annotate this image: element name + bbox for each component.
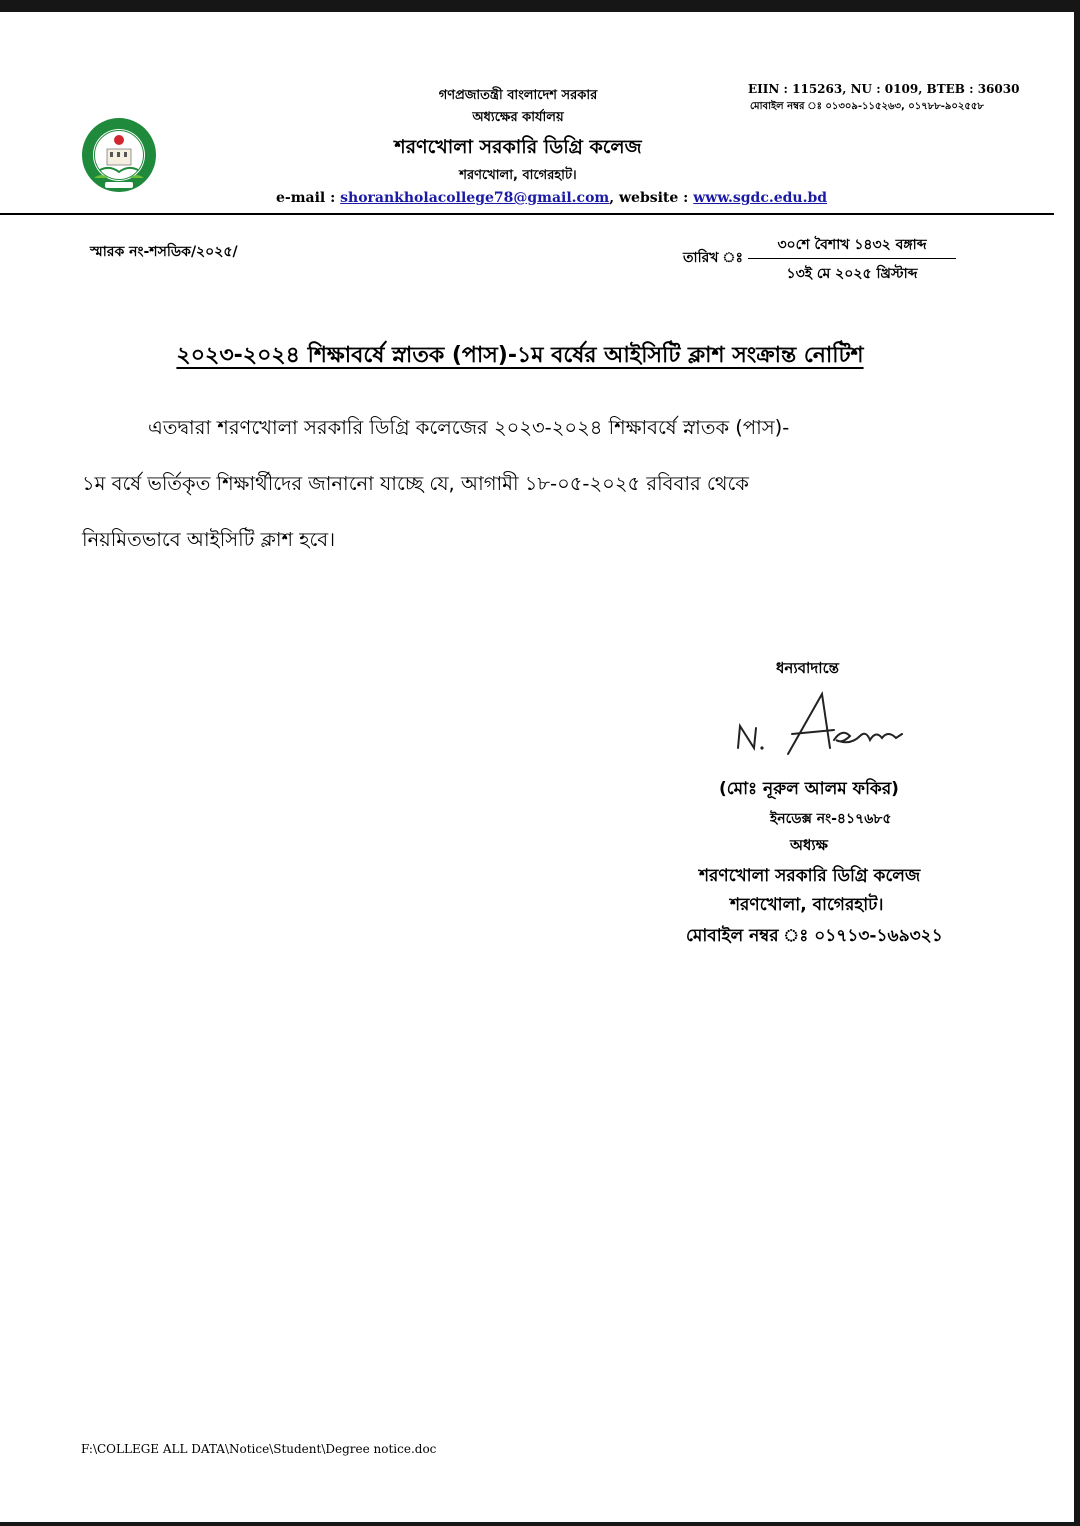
notice-body-line-3: নিয়মিতভাবে আইসিটি ক্লাশ হবে।: [82, 528, 336, 551]
header-contact-line: [276, 190, 827, 206]
memo-reference: স্মারক নং-শসডিক/২০২৫/: [90, 244, 238, 260]
file-path-footer: F:\COLLEGE ALL DATA\Notice\Student\Degree notice.doc: [81, 1442, 437, 1456]
college-logo: [80, 116, 158, 194]
header-mobile: মোবাইল নম্বর ঃ ০১৩০৯-১১৫২৬৩, ০১৭৮৮-৯০২৫৫৮: [750, 101, 984, 112]
header-address: শরণখোলা, বাগেরহাট।: [459, 168, 577, 183]
signatory-name: (মোঃ নূরুল আলম ফকির): [719, 779, 899, 799]
closing-thanks: ধন্যবাদান্তে: [776, 659, 840, 677]
website-link[interactable]: www.sgdc.edu.bd: [693, 190, 828, 206]
email-link[interactable]: shorankholacollege78@gmail.com: [340, 190, 610, 206]
signatory-index: ইনডেক্স নং-৪১৭৬৮৫: [770, 811, 892, 827]
notice-title: ২০২৩-২০২৪ শিক্ষাবর্ষে স্নাতক (পাস)-১ম বর্ষের আইসিটি ক্লাশ সংক্রান্ত নোটিশ: [176, 343, 864, 368]
date-english: ১৩ই মে ২০২৫ খ্রিস্টাব্দ: [786, 266, 918, 282]
handwritten-signature: [730, 688, 910, 762]
notice-body-line-2: ১ম বর্ষে ভর্তিকৃত শিক্ষার্থীদের জানানো যাচ্ছে যে, আগামী ১৮-০৫-২০২৫ রবিবার থেকে: [82, 472, 749, 495]
signatory-designation: অধ্যক্ষ: [790, 836, 828, 854]
date-bangla: ৩০শে বৈশাখ ১৪৩২ বঙ্গাব্দ: [777, 237, 927, 253]
signatory-mobile: মোবাইল নম্বর ঃ ০১৭১৩-১৬৯৩২১: [686, 926, 943, 946]
header-college-name: শরণখোলা সরকারি ডিগ্রি কলেজ: [394, 136, 642, 158]
header-codes: EIIN : 115263, NU : 0109, BTEB : 36030: [748, 82, 1020, 96]
header-office: অধ্যক্ষের কার্যালয়: [472, 110, 564, 125]
date-label: তারিখ ঃ: [683, 250, 743, 266]
document-page: [0, 12, 1074, 1522]
date-divider: [748, 258, 956, 259]
email-label: e-mail :: [276, 190, 336, 206]
signatory-address: শরণখোলা, বাগেরহাট।: [730, 895, 884, 915]
website-label: , website :: [609, 190, 689, 206]
notice-body-line-1: এতদ্বারা শরণখোলা সরকারি ডিগ্রি কলেজের ২০২৩-২০২৪ শিক্ষাবর্ষে স্নাতক (পাস)-: [148, 416, 790, 439]
header-gov: গণপ্রজাতন্ত্রী বাংলাদেশ সরকার: [438, 88, 598, 103]
signatory-college: শরণখোলা সরকারি ডিগ্রি কলেজ: [699, 866, 921, 886]
header-divider: [0, 213, 1054, 215]
